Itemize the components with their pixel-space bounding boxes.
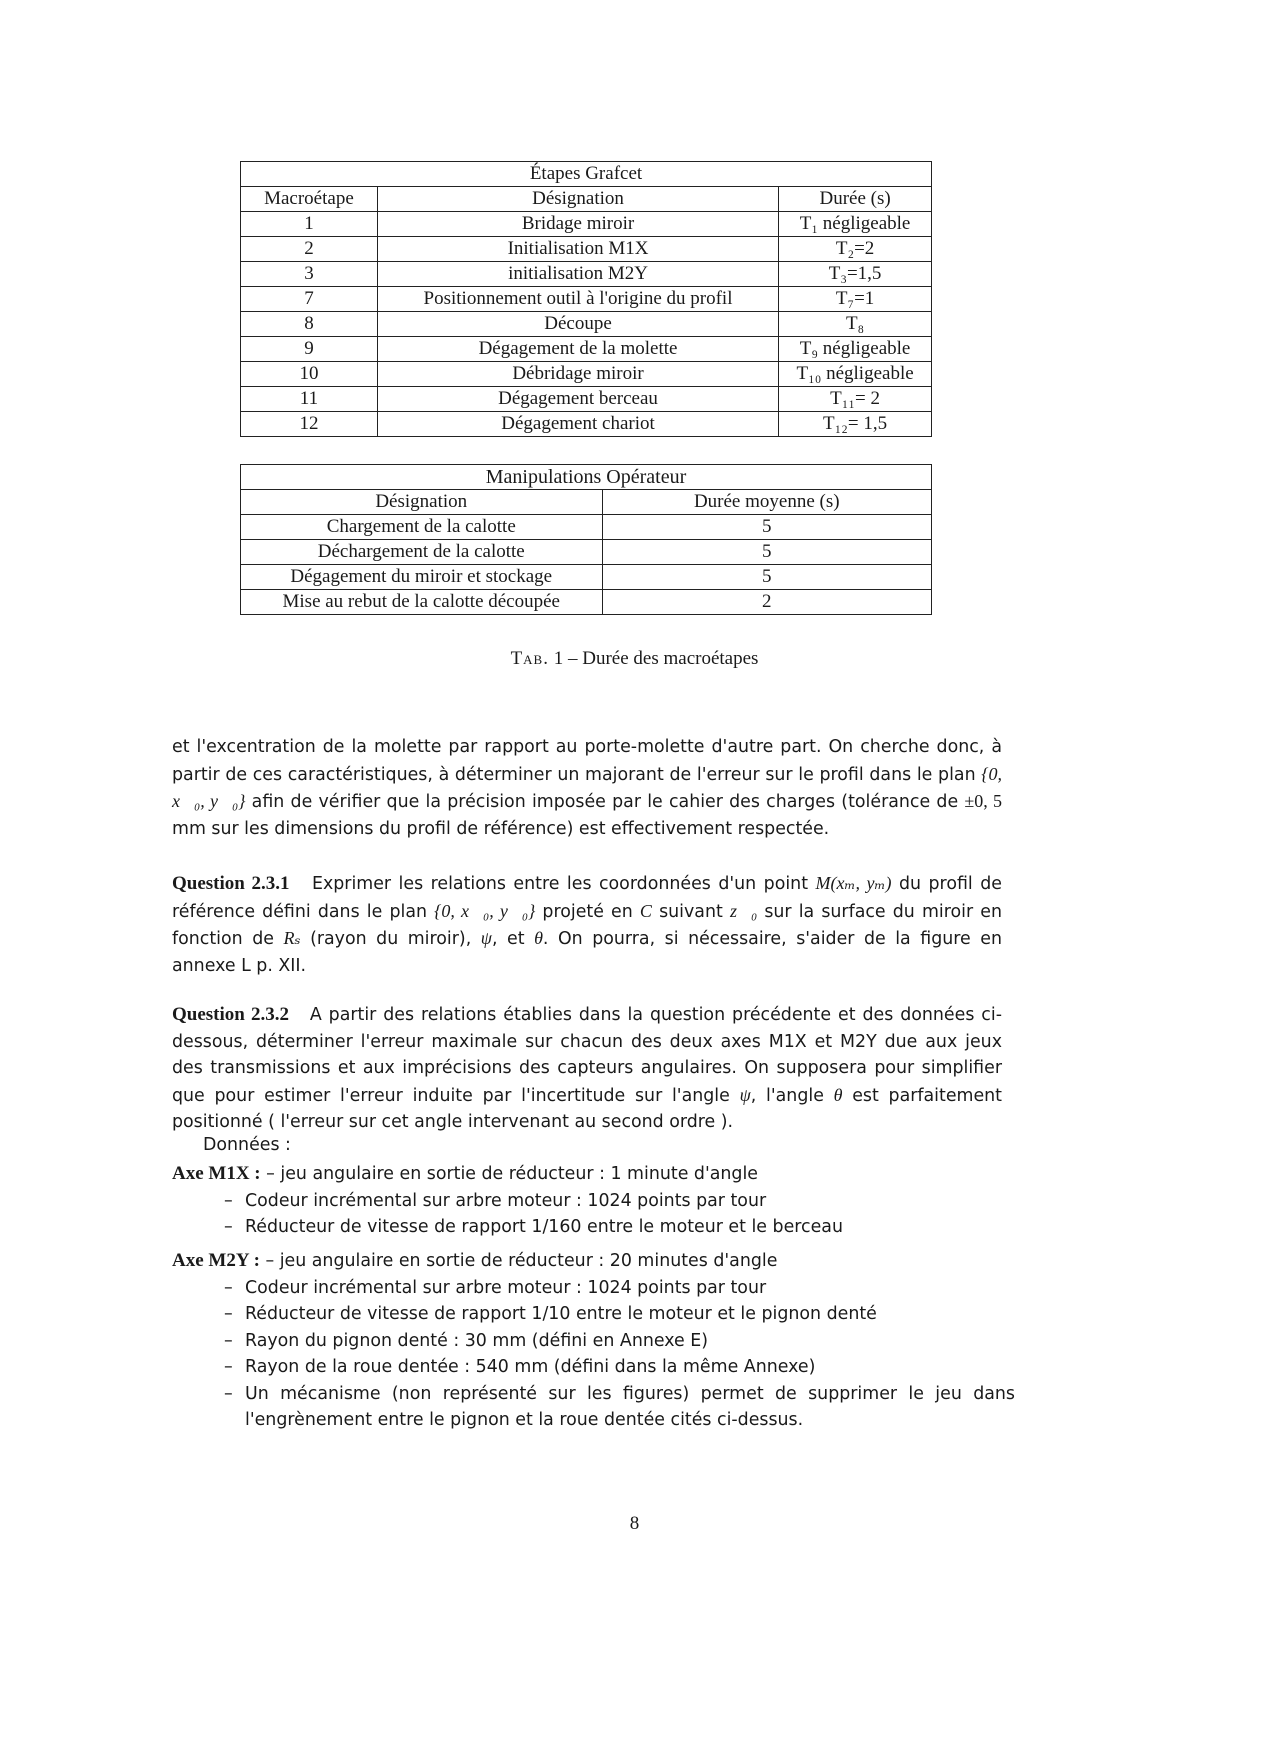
axe-m1x-list [172, 1188, 843, 1241]
caption-label: Tab. [510, 648, 549, 669]
angle-theta: θ [833, 1084, 843, 1105]
table-row [241, 212, 932, 237]
question-text: sur la surface du miroir en fonction de [172, 901, 1002, 949]
steps-table-title: Étapes Grafcet [241, 162, 932, 187]
question-text: du profil de référence défini dans le plan [172, 874, 1002, 922]
table-caption [0, 648, 1269, 670]
plane-notation: {0, x⃗₀, y⃗₀} [172, 763, 1002, 811]
table-row [241, 540, 932, 565]
question-text: . On pourra, si nécessaire, s'aider de la figure en annexe L p. XII. [172, 929, 1002, 976]
step-cell: 1 [241, 212, 378, 237]
intro-paragraph [172, 734, 1002, 842]
question-label: Question 2.3.1 [172, 873, 290, 894]
question-text: , et [491, 929, 535, 949]
question-text: A partir des relations établies dans la question précédente et des données ci-dessous, déterminer l'erreur maximale sur chacun des deux axes M1X et M2Y due aux jeux des transmissions et aux imprécisions des capteurs angulaires. On supposera pour simplifier que pour estimer l'erreur induite par l'incertitude sur l'angle [172, 1005, 1002, 1106]
designation-cell: Déchargement de la calotte [241, 540, 603, 565]
list-item: – Rayon du pignon denté : 30 mm (défini en Annexe E) [224, 1328, 1015, 1355]
step-cell: 9 [241, 337, 378, 362]
designation-cell: Positionnement outil à l'origine du profil [377, 287, 778, 312]
duration-cell: 5 [602, 515, 932, 540]
col-header-duree: Durée (s) [779, 187, 932, 212]
list-item: – Un mécanisme (non représenté sur les figures) permet de supprimer le jeu dans l'engrènement entre le pignon et la roue dentée cités ci-dessus. [224, 1381, 1015, 1434]
list-item: – Codeur incrémental sur arbre moteur : 1024 points par tour [224, 1275, 1015, 1302]
duration-cell: T₇=1 [779, 287, 932, 312]
table-row [241, 387, 932, 412]
table-row [241, 312, 932, 337]
step-cell: 2 [241, 237, 378, 262]
question-2-3-2 [172, 1002, 1002, 1136]
question-text: est parfaitement positionné ( l'erreur sur cet angle intervenant au second ordre ). [172, 1085, 1002, 1132]
duration-cell: T₃=1,5 [779, 262, 932, 287]
intro-text: afin de vérifier que la précision imposée par le cahier des charges (tolérance de [245, 792, 965, 812]
duration-cell: 5 [602, 565, 932, 590]
point-notation: M(xₘ, yₘ) [815, 873, 892, 893]
duration-cell: T₁ négligeable [779, 212, 932, 237]
duration-cell: T₂=2 [779, 237, 932, 262]
duration-cell: 2 [602, 590, 932, 615]
col-header-designation: Désignation [241, 490, 603, 515]
table-row [241, 237, 932, 262]
intro-text: et l'excentration de la molette par rapport au porte-molette d'autre part. On cherche donc, à partir de ces caractéristiques, à déterminer un majorant de l'erreur sur le profil dans le plan [172, 737, 1002, 785]
tolerance-value: ±0, 5 [964, 791, 1002, 811]
duration-cell: 5 [602, 540, 932, 565]
duration-cell: T₉ négligeable [779, 337, 932, 362]
table-row [241, 362, 932, 387]
point-c: C [639, 900, 652, 921]
step-cell: 8 [241, 312, 378, 337]
angle-psi: ψ [480, 928, 492, 948]
step-cell: 10 [241, 362, 378, 387]
radius-rs: Rₛ [283, 928, 301, 948]
table-row [241, 412, 932, 437]
plane-notation: {0, x⃗₀, y⃗₀} [434, 900, 536, 921]
designation-cell: Dégagement de la molette [377, 337, 778, 362]
designation-cell: Mise au rebut de la calotte découpée [241, 590, 603, 615]
list-item: – Rayon de la roue dentée : 540 mm (défini dans la même Annexe) [224, 1354, 1015, 1381]
duration-cell: T₁₁= 2 [779, 387, 932, 412]
col-header-duree-moyenne: Durée moyenne (s) [602, 490, 932, 515]
question-2-3-1 [172, 870, 1002, 979]
angle-theta: θ [534, 928, 543, 948]
step-cell: 7 [241, 287, 378, 312]
axe-first-item: – jeu angulaire en sortie de réducteur : 1 minute d'angle [266, 1164, 758, 1184]
duration-cell: T₁₂= 1,5 [779, 412, 932, 437]
axe-m1x-block [172, 1161, 843, 1241]
question-text: , l'angle [750, 1085, 834, 1106]
list-item: – Réducteur de vitesse de rapport 1/10 entre le moteur et le pignon denté [224, 1301, 1015, 1328]
axe-title: Axe M2Y : [172, 1250, 260, 1271]
step-cell: 3 [241, 262, 378, 287]
designation-cell: Débridage miroir [377, 362, 778, 387]
operator-table-title: Manipulations Opérateur [241, 465, 932, 490]
intro-text: mm sur les dimensions du profil de référence) est effectivement respectée. [172, 818, 830, 839]
axe-title: Axe M1X : [172, 1163, 261, 1184]
list-item: – Codeur incrémental sur arbre moteur : 1024 points par tour [224, 1188, 843, 1215]
col-header-designation: Désignation [377, 187, 778, 212]
table-row [241, 337, 932, 362]
caption-text: 1 – Durée des macroétapes [553, 648, 759, 669]
designation-cell: initialisation M2Y [377, 262, 778, 287]
axe-m2y-list [172, 1275, 1015, 1434]
axe-m2y-block [172, 1248, 1015, 1434]
designation-cell: Dégagement du miroir et stockage [241, 565, 603, 590]
designation-cell: Bridage miroir [377, 212, 778, 237]
angle-psi: ψ [739, 1084, 751, 1105]
designation-cell: Initialisation M1X [377, 237, 778, 262]
table-row [241, 590, 932, 615]
duration-cell: T₈ [779, 312, 932, 337]
col-header-macroetape: Macroétape [241, 187, 378, 212]
question-text: suivant [651, 901, 730, 922]
table-row [241, 287, 932, 312]
donnees-label: Données : [203, 1135, 291, 1155]
question-text: (rayon du miroir), [300, 929, 481, 949]
question-text: Exprimer les relations entre les coordonnées d'un point [311, 874, 816, 894]
designation-cell: Chargement de la calotte [241, 515, 603, 540]
table-row [241, 565, 932, 590]
question-label: Question 2.3.2 [172, 1004, 290, 1025]
steps-table [240, 161, 932, 437]
list-item: – Réducteur de vitesse de rapport 1/160 entre le moteur et le berceau [224, 1214, 843, 1241]
designation-cell: Dégagement chariot [377, 412, 778, 437]
question-text: projeté en [535, 901, 640, 922]
step-cell: 12 [241, 412, 378, 437]
step-cell: 11 [241, 387, 378, 412]
table-row [241, 515, 932, 540]
duration-cell: T₁₀ négligeable [779, 362, 932, 387]
designation-cell: Dégagement berceau [377, 387, 778, 412]
table-row [241, 262, 932, 287]
vector-z: z⃗₀ [729, 900, 758, 921]
page-number: 8 [629, 1513, 640, 1534]
axe-first-item: – jeu angulaire en sortie de réducteur : 20 minutes d'angle [265, 1251, 778, 1271]
designation-cell: Découpe [377, 312, 778, 337]
operator-table [240, 464, 932, 615]
